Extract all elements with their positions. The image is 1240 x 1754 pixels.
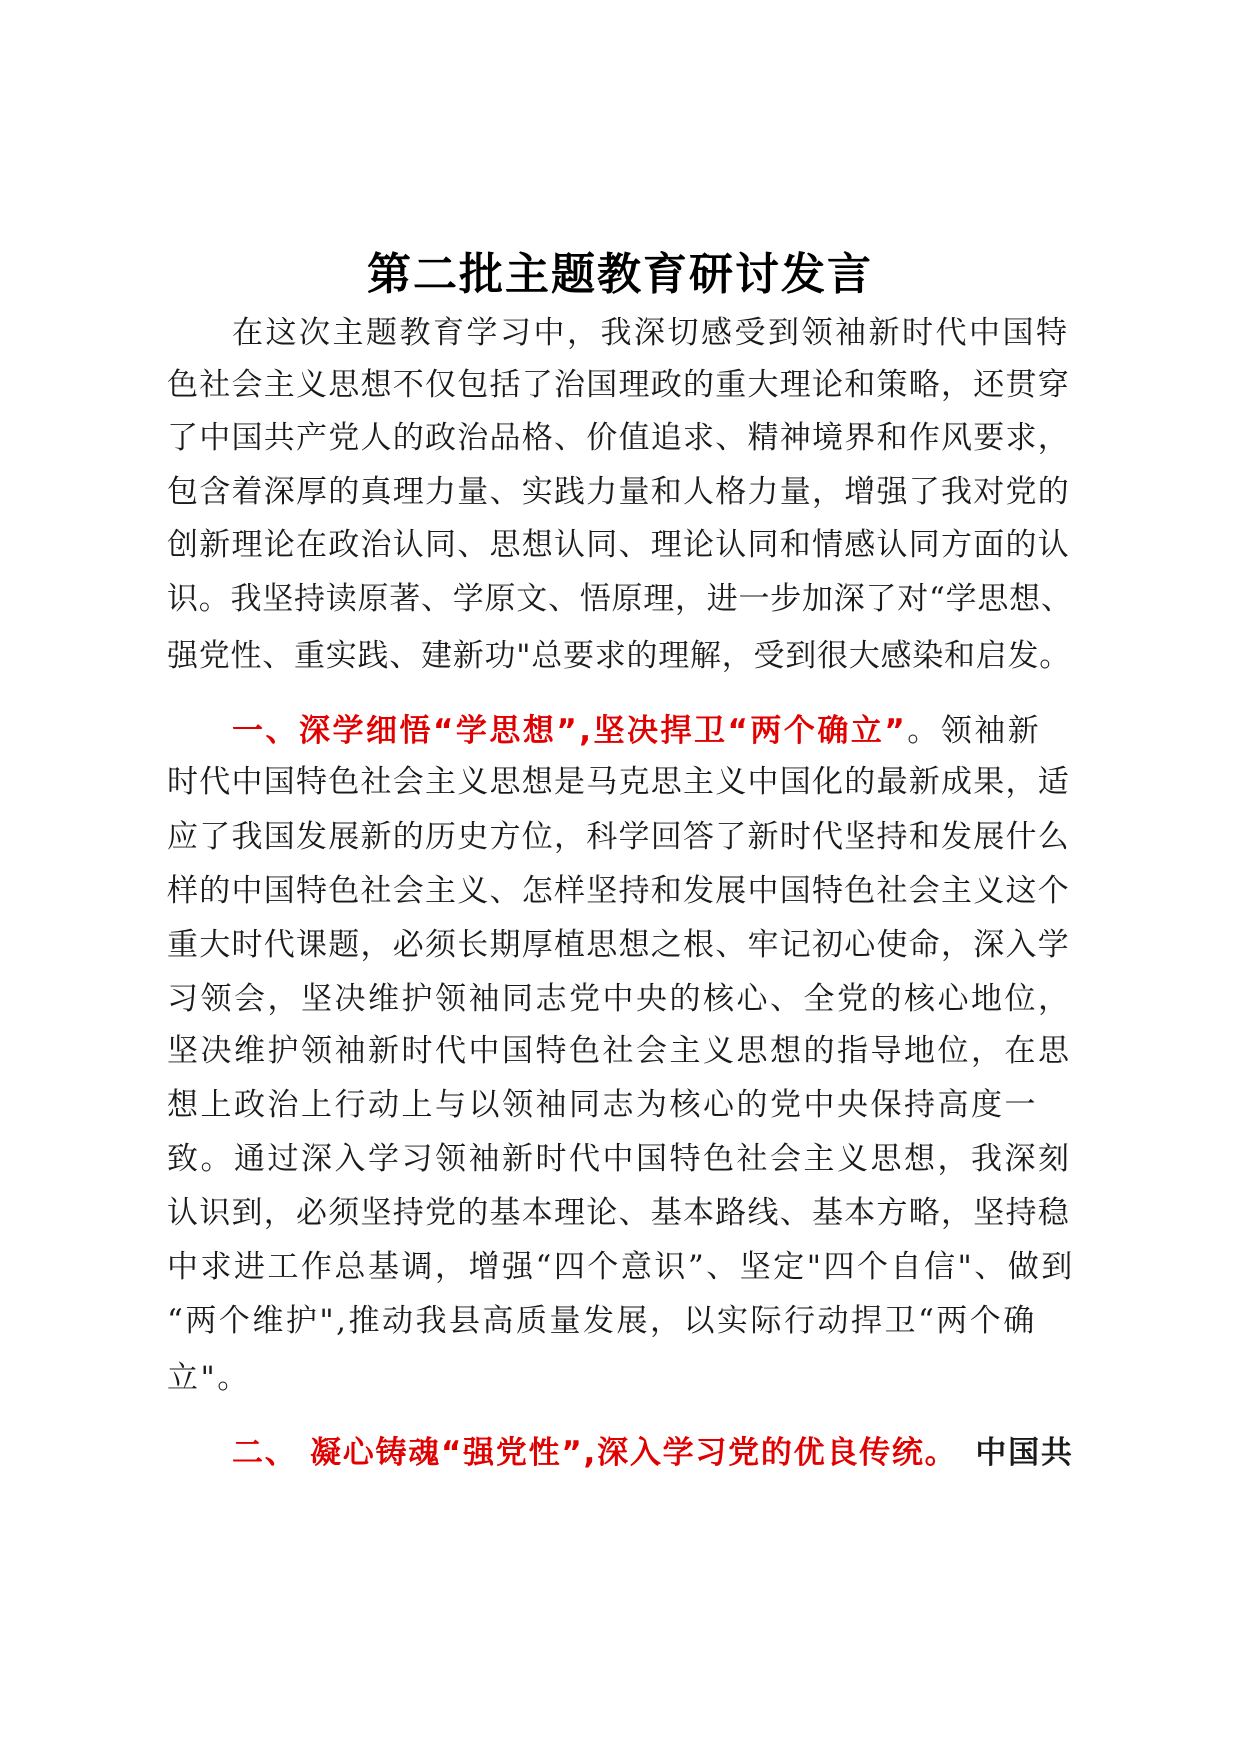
intro-line: 识。我坚持读原著、学原文、悟原理，进一步加深了对“学思想、 [167,581,1073,617]
intro-line: 包含着深厚的真理力量、实践力量和人格力量，增强了我对党的 [167,474,1070,510]
section1-line: 想上政治上行动上与以领袖同志为核心的党中央保持高度一 [167,1087,1038,1123]
section1-line: 中求进工作总基调，增强“四个意识”、坚定"四个自信"、做到 [167,1249,1075,1285]
section1-line: 认识到，必须坚持党的基本理论、基本路线、基本方略，坚持稳 [167,1195,1070,1231]
section1-line: 立"。 [167,1360,251,1396]
section1-line: “两个维护",推动我县高质量发展，以实际行动捍卫“两个确 [167,1303,1037,1339]
section1-line: 致。通过深入学习领袖新时代中国特色社会主义思想，我深刻 [167,1141,1072,1177]
section1-heading: 一、深学细悟“学思想”,坚决捍卫“两个确立” [232,713,908,749]
document-title: 第二批主题教育研讨发言 [367,249,873,300]
intro-line: 色社会主义思想不仅包括了治国理政的重大理论和策略，还贯穿 [167,367,1070,403]
section2-heading: 二、 凝心铸魂“强党性”,深入学习党的优良传统。 [232,1435,958,1471]
intro-line: 在这次主题教育学习中，我深切感受到领袖新时代中国特 [232,315,1070,351]
section2-heading-tail: 中国共 [975,1435,1074,1471]
section1-line: 样的中国特色社会主义、怎样坚持和发展中国特色社会主义这个 [167,873,1070,909]
section1-heading-tail: 。领袖新 [907,713,1042,749]
section1-line: 坚决维护领袖新时代中国特色社会主义思想的指导地位，在思 [167,1033,1072,1069]
intro-line: 了中国共产党人的政治品格、价值追求、精神境界和作风要求， [167,420,1070,456]
intro-line: 强党性、重实践、建新功"总要求的理解，受到很大感染和启发。 [167,638,1072,674]
section1-line: 习领会，坚决维护领袖同志党中央的核心、全党的核心地位， [167,981,1072,1017]
section1-line: 重大时代课题，必须长期厚植思想之根、牢记初心使命，深入学 [167,927,1070,963]
section1-line: 时代中国特色社会主义思想是马克思主义中国化的最新成果，适 [167,764,1070,800]
intro-line: 创新理论在政治认同、思想认同、理论认同和情感认同方面的认 [167,527,1070,563]
section1-heading-line [232,713,1042,749]
section2-heading-line [232,1435,1074,1471]
section1-line: 应了我国发展新的历史方位，科学回答了新时代坚持和发展什么 [167,819,1070,855]
